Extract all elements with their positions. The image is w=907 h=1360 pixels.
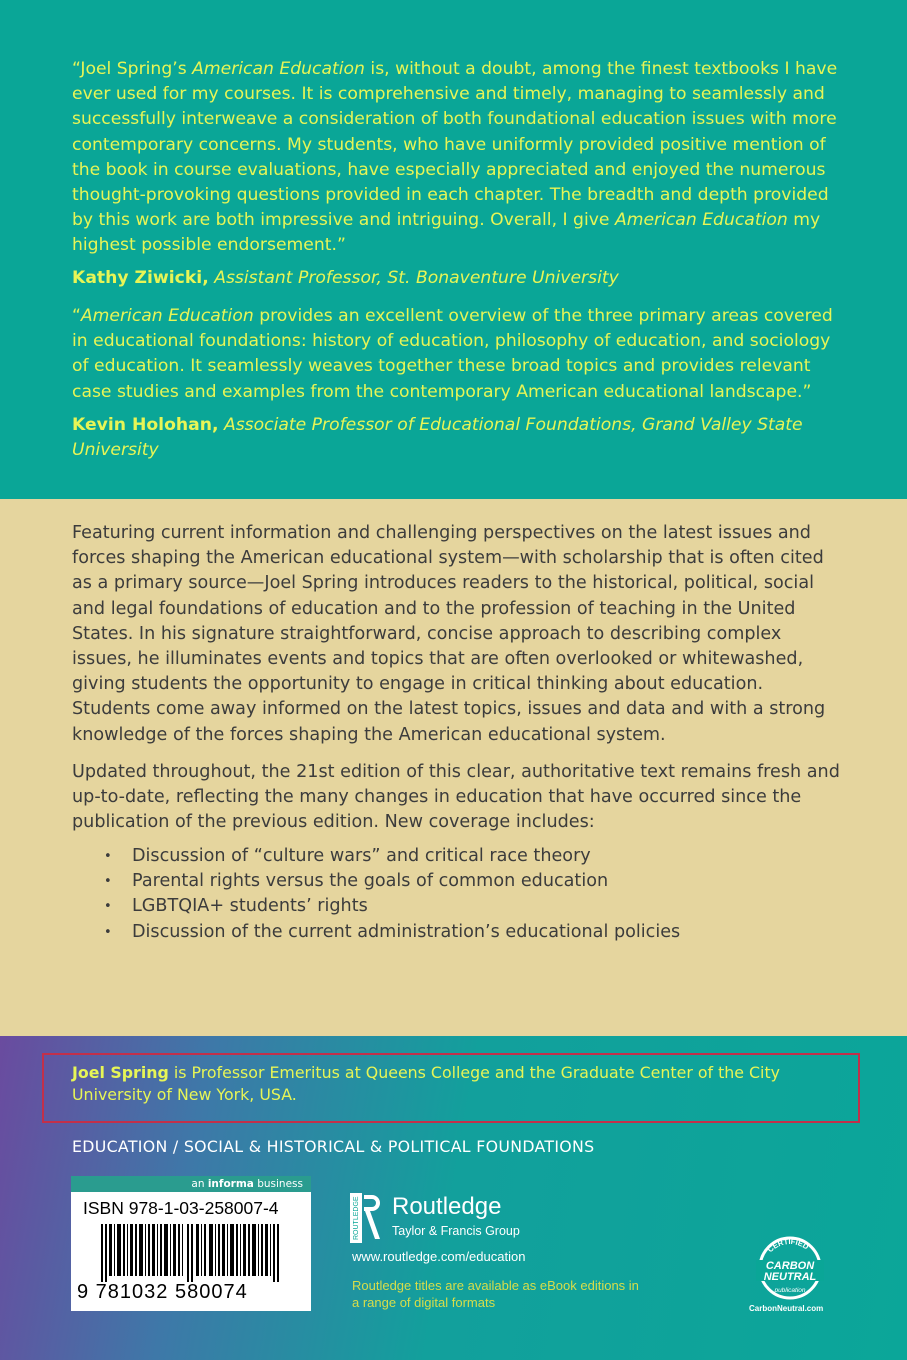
svg-text:NEUTRAL: NEUTRAL [763,1271,817,1283]
carbon-neutral-badge [752,1230,828,1302]
book-title: American Education [614,210,788,231]
description-paragraph-1: Featuring current information and challenging perspectives on the latest issues and forces shaping the American educational system—with scholarship that is often cited as a primary source—Joel Spring introduces readers to the historical, political, social and legal foundations of education and to the profession of teaching in the United States. In his signature straightforward, concise approach to describing complex issues, he illuminates events and topics that are often overlooked or whitewashed, giving students the opportunity to engage in critical thinking about education. Students come away informed on the latest topics, issues and data and with a strong knowledge of the forces shaping the American educational system. [72,523,826,745]
ebook-note: Routledge titles are available as eBook editions in a range of digital formats [352,1278,639,1310]
publisher-name: Routledge [392,1193,502,1220]
isbn-barcode [71,1176,311,1311]
description-paragraph-2: Updated throughout, the 21st edition of this clear, authoritative text remains fresh and up-to-date, reflecting the many changes in education that have occurred since the publication of the previous edition. New coverage includes: [72,762,840,833]
list-item: • Discussion of “culture wars” and critical race theory [104,844,844,869]
barcode-bars [101,1224,301,1282]
list-item: • Parental rights versus the goals of common education [104,869,844,894]
carbon-neutral-url: CarbonNeutral.com [749,1304,824,1313]
svg-text:CERTIFIED: CERTIFIED [765,1236,811,1255]
subject-category: EDUCATION / SOCIAL & HISTORICAL & POLITICAL FOUNDATIONS [72,1137,595,1156]
book-title: American Education [192,59,365,79]
new-coverage-list [104,844,844,945]
publisher-url[interactable]: www.routledge.com/education [352,1249,526,1264]
isbn-text: ISBN 978-1-03-258007-4 [83,1198,279,1218]
endorsement-quote-2: “American Education provides an excellent overview of the three primary areas covered in educational foundations: history of education, philosophy of education, and sociology of education. It seamlessly weaves together these broad topics and provides relevant case studies and examples from the contemporary American educational landscape.” [72,306,833,402]
svg-text:ROUTLEDGE: ROUTLEDGE [353,1196,360,1240]
list-item: • LGBTQIA+ students’ rights [104,894,844,919]
endorsement-author-1: Kathy Ziwicki, Assistant Professor, St. Bonaventure University [72,268,619,288]
publisher-group: Taylor & Francis Group [392,1224,520,1238]
informa-label: an informa business [71,1176,311,1192]
barcode-number: 9 781032 580074 [77,1281,248,1303]
endorsement-quote-1: “Joel Spring’s American Education is, without a doubt, among the finest textbooks I have ever used for my courses. It is comprehensive and timely, managing to seamlessly and successfully interweave a consideration of both foundational education issues with more contemporary concerns. My students, who have uniformly provided positive mention of the book in course evaluations, have especially appreciated and enjoyed the numerous thought-provoking questions provided in each chapter. The breadth and depth provided by this work are both impressive and intriguing. Overall, I give American Education my highest possible endorsement.” [72,59,838,256]
author-bio: Joel Spring is Professor Emeritus at Queens College and the Graduate Center of the City University of New York, USA. [72,1063,780,1104]
book-title: American Education [80,306,254,326]
routledge-logo-icon [350,1193,382,1243]
svg-text:publication: publication [774,1287,806,1294]
svg-text:CARBON: CARBON [765,1260,815,1272]
list-item: • Discussion of the current administration’s educational policies [104,920,844,945]
endorsement-author-2: Kevin Holohan, Associate Professor of Educational Foundations, Grand Valley State University [72,415,803,461]
